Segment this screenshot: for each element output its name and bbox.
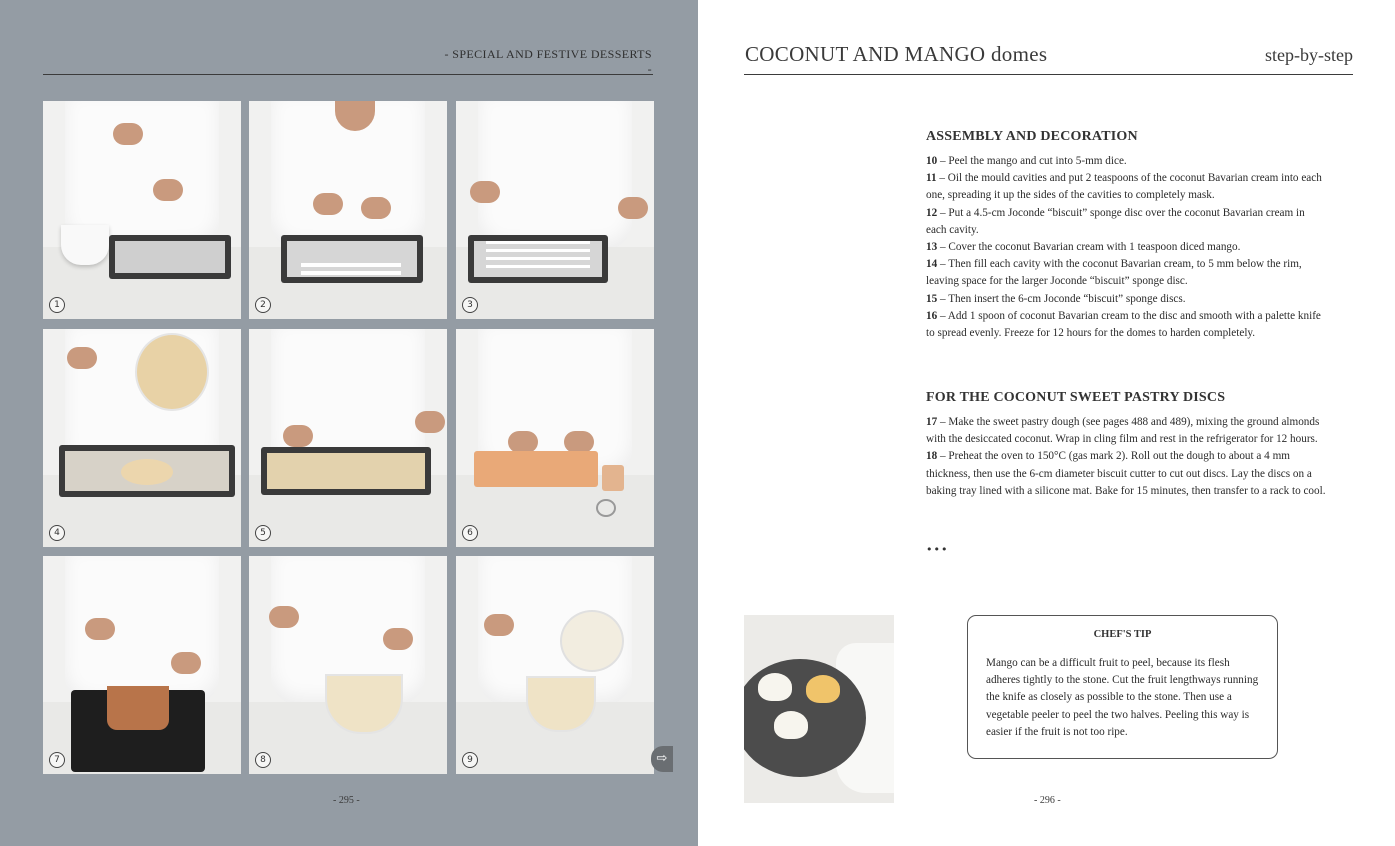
step-number-badge: 9 xyxy=(462,752,478,768)
hand xyxy=(67,347,97,369)
hand xyxy=(171,652,201,674)
hand xyxy=(470,181,500,203)
dome-cut xyxy=(806,675,840,703)
hand xyxy=(153,179,183,201)
step-number-badge: 1 xyxy=(49,297,65,313)
dome xyxy=(758,673,792,701)
instruction-step: 15 – Then insert the 6-cm Joconde “biscuit” sponge discs. xyxy=(926,292,1186,305)
header-rule xyxy=(43,74,653,75)
step-photo-6 xyxy=(456,329,654,547)
section-header: - SPECIAL AND FESTIVE DESSERTS - xyxy=(444,47,652,76)
header-rule xyxy=(744,74,1353,75)
recipe-title-suffix: domes xyxy=(990,42,1048,66)
hand xyxy=(383,628,413,650)
step-photo-5 xyxy=(249,329,447,547)
plated-dessert-photo xyxy=(744,615,894,803)
piped-strip xyxy=(486,257,590,260)
hand xyxy=(361,197,391,219)
dome xyxy=(774,711,808,739)
baking-tray xyxy=(261,447,431,495)
hand xyxy=(313,193,343,215)
piped-strip xyxy=(301,271,401,275)
step-photo-4 xyxy=(43,329,241,547)
sponge-sheet xyxy=(474,451,598,487)
step-number-badge: 6 xyxy=(462,525,478,541)
step-number-badge: 2 xyxy=(255,297,271,313)
instruction-step: 14 – Then fill each cavity with the coconut Bavarian cream, to 5 mm below the rim, leaving space for the larger Joconde “biscuit” sponge disc. xyxy=(926,258,1302,288)
piped-strip xyxy=(486,265,590,268)
instruction-step: 17 – Make the sweet pastry dough (see pages 488 and 489), mixing the ground almonds with the desiccated coconut. Wrap in cling film and rest in the refrigerator for 12 hours. xyxy=(926,416,1320,446)
cream-bowl xyxy=(560,610,624,672)
batter-bowl xyxy=(135,333,209,411)
step-photo-9 xyxy=(456,556,654,774)
piped-strip xyxy=(486,241,590,244)
instruction-step: 18 – Preheat the oven to 150°C (gas mark 2). Roll out the dough to about a 4 mm thickness, then use the 6-cm diameter biscuit cutter to cut out discs. Lay the discs on a baking tray lined with a silicone mat. Bake for 15 minutes, then transfer to a rack to cool. xyxy=(926,450,1326,497)
instruction-step: 12 – Put a 4.5-cm Joconde “biscuit” sponge disc over the coconut Bavarian cream in each cavity. xyxy=(926,206,1305,236)
page-number-left: - 295 - xyxy=(333,795,360,806)
sponge-discs xyxy=(602,465,624,491)
pastry-heading: FOR THE COCONUT SWEET PASTRY DISCS xyxy=(926,390,1226,405)
hand xyxy=(283,425,313,447)
chefs-tip-text: Mango can be a difficult fruit to peel, because its flesh adheres tightly to the stone. Cut the fruit lengthways running the knife as closely as possible to the stone. Then use a vegetable peeler to peel the two halves. Peeling this way is easier if the fruit is not too ripe. xyxy=(986,657,1259,738)
next-page-arrow-icon[interactable]: ⇨ xyxy=(651,746,673,772)
pastry-steps xyxy=(926,414,1326,500)
step-number-badge: 3 xyxy=(462,297,478,313)
step-number-badge: 4 xyxy=(49,525,65,541)
hand xyxy=(484,614,514,636)
piped-strip xyxy=(301,263,401,267)
piped-strip xyxy=(486,249,590,252)
instruction-step: 16 – Add 1 spoon of coconut Bavarian cream to the disc and smooth with a palette knife to spread evenly. Freeze for 12 hours for the domes to harden completely. xyxy=(926,309,1321,340)
instruction-step: 13 – Cover the coconut Bavarian cream with 1 teaspoon diced mango. xyxy=(926,241,1241,254)
ring-cutter xyxy=(596,499,616,517)
step-photo-7 xyxy=(43,556,241,774)
copper-pan xyxy=(107,686,169,730)
hand xyxy=(85,618,115,640)
recipe-title-main: COCONUT AND MANGO xyxy=(745,42,986,66)
baking-tray xyxy=(281,235,423,283)
hand xyxy=(508,431,538,453)
step-photo-1 xyxy=(43,101,241,319)
chefs-tip-box xyxy=(967,615,1278,759)
mixing-bowl xyxy=(526,676,596,732)
assembly-heading: ASSEMBLY AND DECORATION xyxy=(926,129,1138,144)
chef-figure xyxy=(478,101,632,251)
step-number-badge: 8 xyxy=(255,752,271,768)
step-number-badge: 7 xyxy=(49,752,65,768)
instruction-step: 11 – Oil the mould cavities and put 2 teaspoons of the coconut Bavarian cream into each one, spreading it up the sides of the cavities to completely mask. xyxy=(926,172,1322,202)
continuation-dots: ••• xyxy=(926,543,949,556)
assembly-steps xyxy=(926,153,1326,342)
step-by-step-label: step-by-step xyxy=(1265,45,1353,65)
step-photo-3 xyxy=(456,101,654,319)
hand xyxy=(415,411,445,433)
step-photo-2 xyxy=(249,101,447,319)
bowl xyxy=(61,225,109,265)
instruction-step: 10 – Peel the mango and cut into 5-mm dice. xyxy=(926,155,1127,167)
step-number-badge: 5 xyxy=(255,525,271,541)
hand xyxy=(113,123,143,145)
baking-tray xyxy=(109,235,231,279)
recipe-title xyxy=(745,42,1047,67)
batter-pool xyxy=(121,459,173,485)
hand xyxy=(618,197,648,219)
chefs-tip-title: CHEF'S TIP xyxy=(1093,629,1152,640)
hand xyxy=(564,431,594,453)
page-number-right: - 296 - xyxy=(1034,795,1061,806)
hand xyxy=(269,606,299,628)
step-photo-8 xyxy=(249,556,447,774)
